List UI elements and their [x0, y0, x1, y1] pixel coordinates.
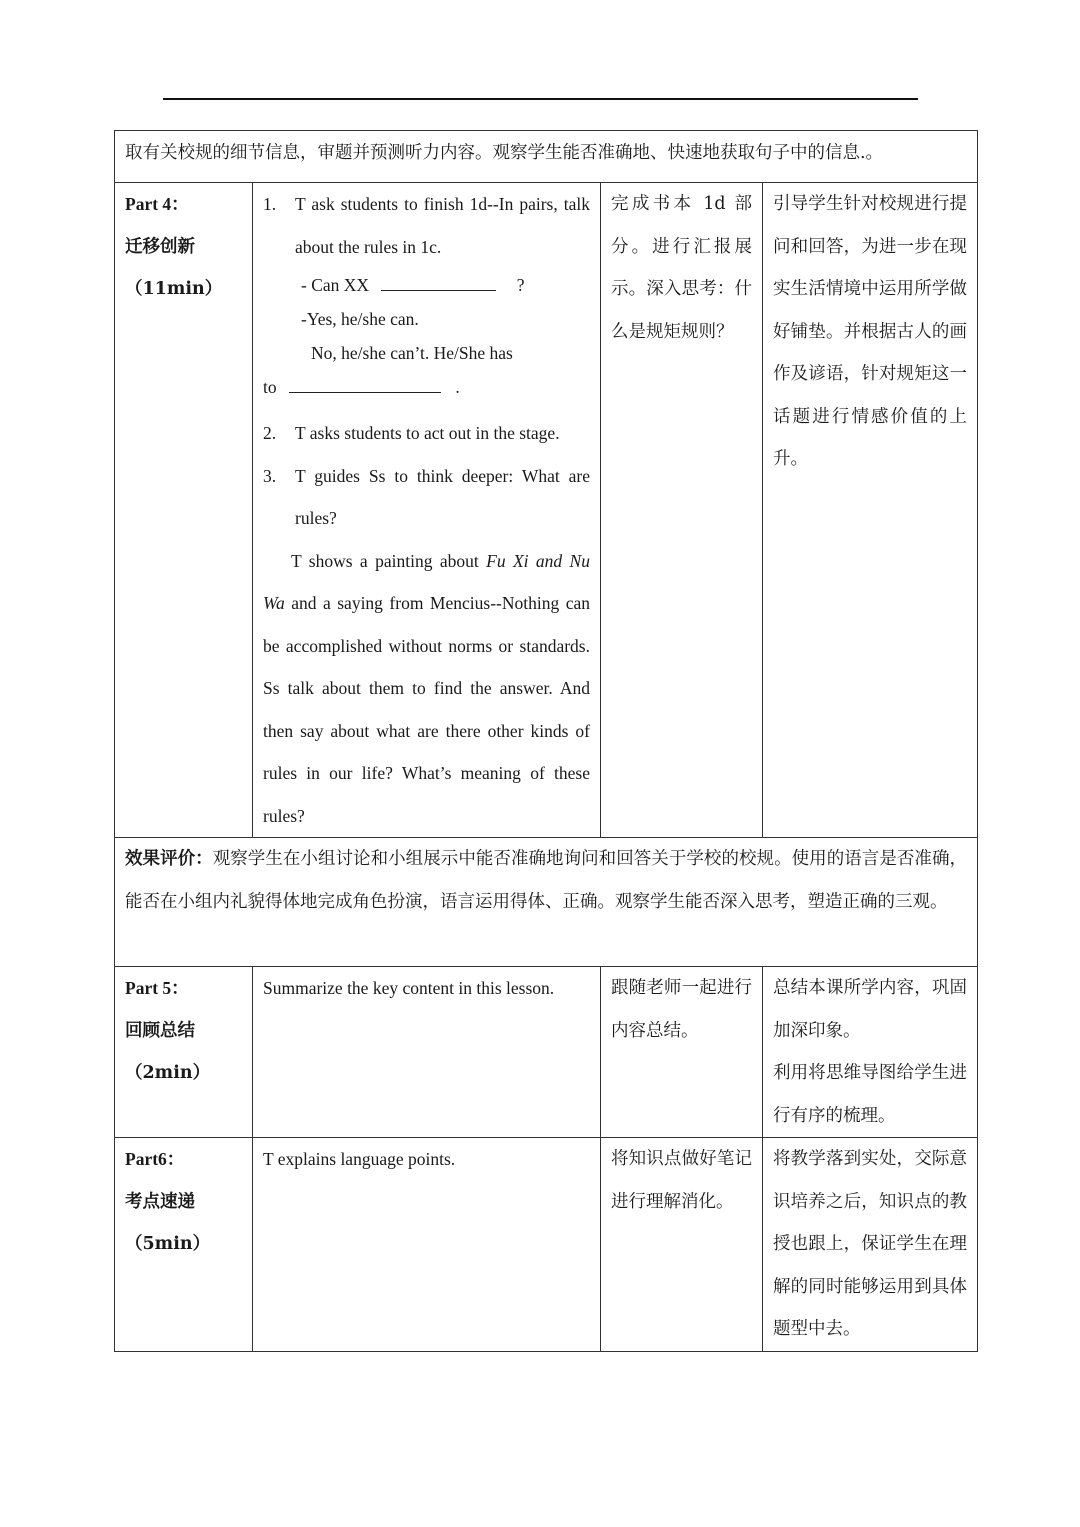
- part5-teacher-cell: Summarize the key content in this lesson.: [253, 967, 601, 1138]
- painting-paragraph: [263, 540, 590, 838]
- answer-blank: [381, 272, 496, 291]
- item-text: T guides Ss to think deeper: What are rules?: [295, 465, 590, 528]
- header-rule: [163, 98, 918, 100]
- part6-stage-cell: [115, 1138, 253, 1352]
- dialog-to-text: to: [263, 377, 277, 397]
- part5-intent-cell: [763, 967, 978, 1138]
- part4-item-2: [263, 412, 590, 455]
- part4-item-1: [263, 183, 590, 268]
- part5-time: （2min）: [125, 1063, 211, 1083]
- part4-row: [115, 183, 978, 838]
- evaluation-row: [115, 838, 978, 967]
- painting-text-pre: T shows a painting about: [291, 550, 487, 571]
- part4-stage-cell: [115, 183, 253, 838]
- part4-intent-cell: 引导学生针对校规进行提问和回答，为进一步在现实生活情境中运用所学做好铺垫。并根据古人的画作及谚语，针对规矩这一话题进行情感价值的上升。: [763, 183, 978, 838]
- evaluation-cell: [115, 838, 978, 967]
- dialog-question-mark: ?: [516, 275, 525, 295]
- dialog-question: [263, 268, 590, 302]
- intro-cell: 取有关校规的细节信息，审题并预测听力内容。观察学生能否准确地、快速地获取句子中的信息.。: [115, 131, 978, 183]
- part6-name: 考点速递: [125, 1191, 195, 1212]
- item-number: 2.: [263, 423, 277, 443]
- part4-student-cell: 完成书本 1d 部分。进行汇报展示。深入思考：什么是规矩规则？: [601, 183, 763, 838]
- item-text: T asks students to act out in the stage.: [295, 423, 560, 443]
- part6-intent-cell: 将教学落到实处，交际意识培养之后，知识点的教授也跟上，保证学生在理解的同时能够运用到具体题型中去。: [763, 1138, 978, 1352]
- evaluation-label: 效果评价：: [125, 849, 213, 869]
- dialog-to: [263, 370, 590, 404]
- part6-row: [115, 1138, 978, 1352]
- evaluation-text: 观察学生在小组讨论和小组展示中能否准确地询问和回答关于学校的校规。使用的语言是否准确，能否在小组内礼貌得体地完成角色扮演，语言运用得体、正确。观察学生能否深入思考，塑造正确的三观。: [125, 849, 968, 912]
- painting-title: Fu Xi and Nu Wa: [263, 550, 590, 613]
- part5-name: 回顾总结: [125, 1020, 195, 1041]
- intro-row: [115, 131, 978, 183]
- dialog-no: No, he/she can’t. He/She has: [311, 343, 513, 363]
- part6-teacher-cell: T explains language points.: [253, 1138, 601, 1352]
- item-text: T ask students to finish 1d--In pairs, talk about the rules in 1c.: [295, 194, 590, 257]
- part6-label: Part6：: [125, 1149, 185, 1169]
- item-number: 1.: [263, 194, 277, 214]
- part5-stage-cell: [115, 967, 253, 1138]
- lesson-plan-table: [114, 130, 978, 1352]
- part4-time: （11min）: [125, 279, 223, 299]
- part5-intent-2: 利用将思维导图给学生进行有序的梳理。: [773, 1063, 967, 1126]
- painting-text-post: and a saying from Mencius--Nothing can be accomplished without norms or standards. Ss talk about them to find the answer. And then say about what are there other kinds of rules in our life? What’s meaning of these rules?: [263, 593, 590, 826]
- part4-label: Part 4：: [125, 194, 189, 214]
- part5-row: [115, 967, 978, 1138]
- part4-teacher-cell: [253, 183, 601, 838]
- part5-label: Part 5：: [125, 978, 189, 998]
- part4-name: 迁移创新: [125, 236, 195, 257]
- dialog-question-text: - Can XX: [301, 275, 370, 295]
- answer-blank: [289, 374, 441, 393]
- part6-student-cell: 将知识点做好笔记进行理解消化。: [601, 1138, 763, 1352]
- part6-time: （5min）: [125, 1234, 211, 1254]
- part4-item-3: [263, 455, 590, 540]
- dialog-yes: -Yes, he/she can.: [301, 309, 419, 329]
- dialog-to-period: .: [455, 377, 460, 397]
- part5-intent-1: 总结本课所学内容，巩固加深印象。: [773, 978, 967, 1041]
- part5-student-cell: 跟随老师一起进行内容总结。: [601, 967, 763, 1138]
- item-number: 3.: [263, 465, 277, 486]
